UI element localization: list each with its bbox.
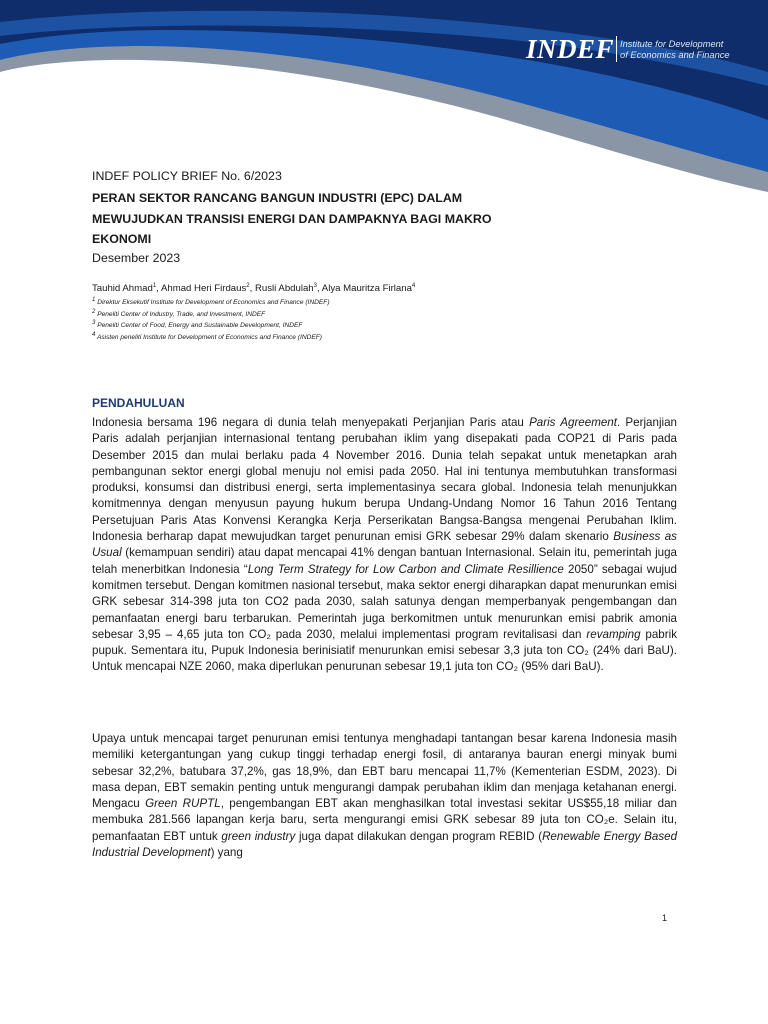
affiliation-text: Peneliti Center of Food, Energy and Sustainable Development, INDEF xyxy=(97,322,303,330)
author-name: Ahmad Heri Firdaus xyxy=(160,283,247,294)
title-line: EKONOMI xyxy=(92,232,152,246)
author-block xyxy=(92,282,677,344)
text-run-italic: Paris Agreement xyxy=(529,416,617,429)
logo-tagline-line1: Institute for Development xyxy=(620,38,724,49)
text-run: Upaya untuk mencapai target penurunan emisi tentunya menghadapi tantangan besar karena Indonesia masih memiliki ketergantungan yang cukup tinggi terhadap energi fosil, di antaranya bauran energi minyak bumi sebesar 32,2%, batubara 37,2%, gas 18,9%, dan EBT baru mencapai 11,7% (Kementerian ESDM, 2023). Di masa depan, EBT semakin penting untuk mengurangi dampak perubahan iklim dan menjaga ketahanan energi. Mengacu xyxy=(92,732,677,811)
text-run-italic: Renewable Energy Based Industrial Development xyxy=(92,829,678,860)
author-separator: , xyxy=(249,283,255,294)
author-name: Tauhid Ahmad xyxy=(92,283,153,294)
body-paragraph xyxy=(92,731,677,861)
page-number: 1 xyxy=(662,913,668,923)
body-paragraph xyxy=(92,415,677,676)
author-name: Rusli Abdulah xyxy=(254,283,314,294)
section-heading: PENDAHULUAN xyxy=(92,396,185,410)
text-run: (kemampuan sendiri) atau dapat mencapai 41% dengan bantuan Internasional. Selain itu, pemerintah juga telah menerbitkan Indonesia “ xyxy=(92,546,677,576)
document-title xyxy=(92,188,677,250)
logo-divider xyxy=(616,36,617,62)
text-run-italic: Long Term Strategy for Low Carbon and Climate Resillience xyxy=(247,562,564,576)
text-run-italic: Business as Usual xyxy=(92,530,677,560)
affiliation xyxy=(92,332,677,344)
affiliation-mark: 1 xyxy=(92,296,96,303)
text-run: juga dapat dilakukan dengan program REBID ( xyxy=(295,829,543,843)
logo-tagline xyxy=(620,39,730,61)
author-mark: 3 xyxy=(313,282,317,289)
text-run-italic: revamping xyxy=(586,627,641,641)
text-run: 2050” sebagai wujud komitmen tersebut. Dengan komitmen nasional tersebut, maka sektor energi diharapkan dapat menurunkan emisi GRK sebesar 314-398 juta ton CO2 pada 2030, salah satunya dengan memperbanyak pengembangan dan pemanfaatan energi baru terbarukan. Pemerintah juga berkomitmen untuk menurunkan emisi pabrik amonia sebesar 3,95 – 4,65 juta ton CO₂ pada 2030, melalui implementasi program revitalisasi dan xyxy=(92,562,677,641)
author-separator: , xyxy=(156,283,161,294)
text-run-italic: Green RUPTL xyxy=(145,797,221,811)
text-run: pabrik pupuk. Sementara itu, Pupuk Indonesia berinisiatif menurunkan emisi sebesar 3,3 juta ton CO₂ (24% dari BaU). Untuk mencapai NZE 2060, maka diperlukan penurunan sebesar 19,1 juta ton CO₂ (95% dari BaU). xyxy=(92,627,677,674)
publication-date: Desember 2023 xyxy=(92,250,181,265)
logo-wordmark: INDEF xyxy=(526,33,615,64)
author-separator: , xyxy=(316,283,322,294)
text-run: . Perjanjian Paris adalah perjanjian internasional tentang perubahan iklim yang disepakati pada COP21 di Paris pada Desember 2015 dan mulai berlaku pada 4 November 2016. Dunia telah sepakat untuk menetapkan arah pembangunan sektor energi global menuju nol emisi pada 2050. Hal ini tentunya membutuhkan transformasi produksi, konsumsi dan distribusi energi, serta implementasinya secara global. Indonesia telah menunjukkan komitmennya dengan menyusun payung hukum berupa Undang-Undang Nomor 16 Tahun 2016 Tentang Persetujuan Paris Atas Konvensi Kerangka Kerja Perserikatan Bangsa-Bangsa mengenai Perubahan Iklim. Indonesia berharap dapat mewujudkan target penurunan emisi GRK sebesar 29% dalam skenario xyxy=(92,416,677,544)
indef-logo xyxy=(526,34,730,64)
author-list xyxy=(92,282,677,295)
author-mark: 2 xyxy=(246,282,250,289)
front-matter xyxy=(92,168,677,267)
text-run: , pengembangan EBT akan menghasilkan total investasi sekitar US$55,18 miliar dan membuka 281.566 lapangan kerja baru, serta mengurangi emisi GRK sebesar 89 juta ton CO₂e. Selain itu, pemanfaatan EBT untuk xyxy=(92,797,678,843)
affiliation-mark: 3 xyxy=(92,320,96,327)
affiliation-mark: 4 xyxy=(92,331,96,338)
affiliation xyxy=(92,320,677,332)
title-line: MEWUJUDKAN TRANSISI ENERGI DAN DAMPAKNYA BAGI MAKRO xyxy=(92,211,492,226)
affiliation-mark: 2 xyxy=(92,308,96,315)
affiliation-text: Peneliti Center of Industry, Trade, and Investment, INDEF xyxy=(97,310,266,318)
text-run: Indonesia bersama 196 negara di dunia telah menyepakati Perjanjian Paris atau xyxy=(92,416,530,429)
author-mark: 4 xyxy=(411,282,416,289)
brief-number: INDEF POLICY BRIEF No. 6/2023 xyxy=(92,169,282,183)
logo-tagline-line2: of Economics and Finance xyxy=(620,49,730,60)
affiliation-text: Direktur Eksekutif Institute for Development of Economics and Finance (INDEF) xyxy=(97,299,330,306)
text-run: ) yang xyxy=(210,846,243,860)
author-name: Alya Mauritza Firlana xyxy=(321,283,412,294)
title-line: PERAN SEKTOR RANCANG BANGUN INDUSTRI (EPC) DALAM xyxy=(92,191,463,205)
affiliation-text: Asisten peneliti Institute for Development of Economics and Finance (INDEF) xyxy=(96,334,322,342)
author-mark: 1 xyxy=(152,282,157,289)
affiliation xyxy=(92,309,677,321)
affiliation xyxy=(92,297,677,309)
text-run-italic: green industry xyxy=(221,829,296,843)
